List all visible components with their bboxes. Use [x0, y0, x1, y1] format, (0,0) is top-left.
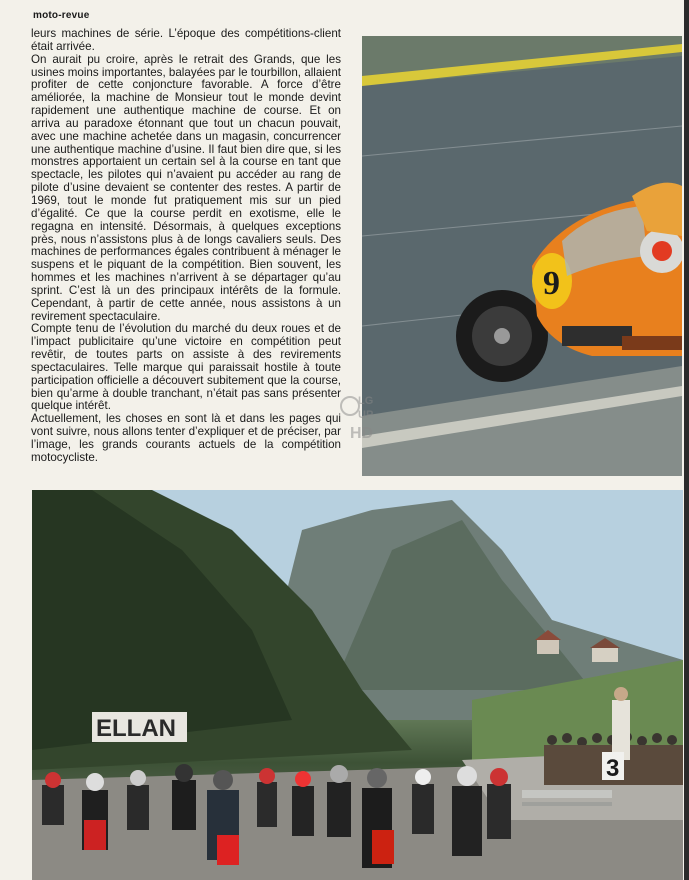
article-text — [31, 28, 341, 465]
paragraph-4: Actuellement, les choses en sont là et dans les pages qui vont suivre, nous allons tenter d’expliquer et de préciser, par l’image, les grands courants actuels de la compétition motocycliste. — [31, 412, 341, 464]
race-start-illustration — [32, 490, 683, 880]
paragraph-1: leurs machines de série. L’époque des compétitions-client était arrivée. — [31, 27, 341, 53]
start-number: 3 — [606, 755, 620, 782]
magazine-header: moto-revue — [33, 10, 90, 21]
watermark-logo — [336, 390, 388, 442]
watermark-icon — [336, 390, 388, 442]
svg-text:UP: UP — [358, 409, 374, 421]
svg-text:LG: LG — [358, 395, 374, 407]
racer-photo — [362, 36, 682, 476]
page-edge — [684, 0, 689, 880]
banner-text: ELLAN — [96, 715, 176, 742]
racer-photo-illustration — [362, 36, 682, 476]
race-start-photo — [32, 490, 683, 880]
race-number: 9 — [543, 265, 560, 302]
svg-text:HD: HD — [350, 425, 374, 442]
paragraph-3: Compte tenu de l’évolution du marché du deux roues et de l’impact publicitaire qu’une victoire en compétition peut revêtir, de toutes parts on assiste à des revirements spectaculaires. Telle marque qui paraissait hostile à toute participation officielle a découvert subitement que la course, bien qu’arme à double tranchant, n’était pas sans présenter quelque intérêt. — [31, 322, 341, 413]
paragraph-2: On aurait pu croire, après le retrait des Grands, que les usines moins importantes, balayées par le tourbillon, allaient profiter de cette conjoncture favorable. A force d’être améliorée, la machine de Monsieur tout le monde devint rapidement une authentique machine de course. Et on arriva au paradoxe étonnant que tout un chacun pouvait, avec une machine achetée dans un magasin, concurrencer une authentique machine d’usine. Il faut bien dire que, si les monstres apportaient un certain sel à la course en tant que spectacle, les pilotes qui n’avaient pu accéder au rang de pilote d’usine devaient se contenter des restes. A partir de 1969, tout le monde fut pratiquement mis sur un pied d’égalité. Ce que la course perdit en exotisme, elle le regagna en intensité. Désormais, à quelques exceptions près, nous n’assistons plus à de longs cavaliers seuls. Des machines de performances égales contribuent à ménager le suspens et le piquant de la compétition. Bien souvent, les hommes et les machines n’arrivent à se départager qu’au sprint. C’est là un des principaux intérêts de la formule. Cependant, à partir de cette année, nous assistons à un revirement spectaculaire. — [31, 52, 341, 323]
